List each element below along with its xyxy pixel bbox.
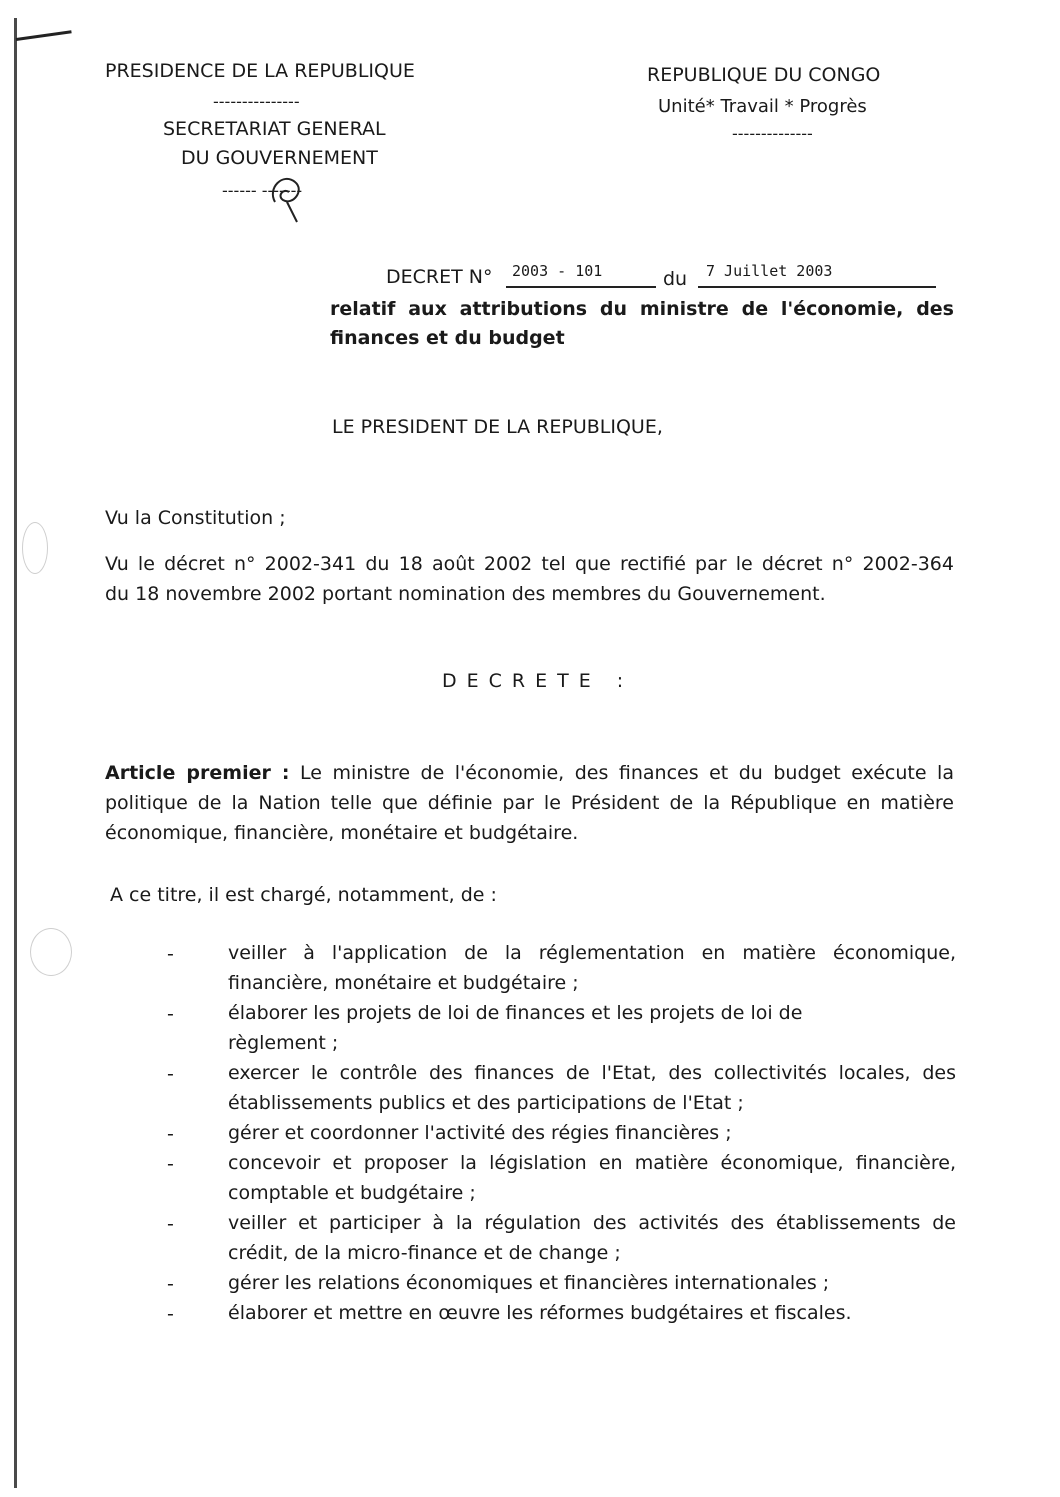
decree-date-underline [698, 286, 936, 288]
header-secretariat: SECRETARIAT GENERAL [163, 118, 386, 140]
article1-line2: politique de la Nation telle que définie par le Président de la République en matière [105, 792, 954, 814]
a-ce-titre: A ce titre, il est chargé, notamment, de : [110, 884, 497, 906]
list-item-continued: règlement ; [228, 1032, 339, 1054]
decree-number: 2003 - 101 [512, 262, 603, 280]
decree-subject-line1: relatif aux attributions du ministre de l'économie, des [330, 298, 954, 320]
list-item-continued: crédit, de la micro-finance et de change ; [228, 1242, 621, 1264]
vu-constitution: Vu la Constitution ; [105, 507, 286, 529]
list-item: gérer et coordonner l'activité des régies financières ; [228, 1122, 732, 1144]
list-item-dash: - [167, 1123, 174, 1145]
decree-number-underline [506, 286, 656, 288]
list-item-dash: - [167, 943, 174, 965]
corner-pen-mark [16, 30, 72, 41]
decree-subject-line2: finances et du budget [330, 327, 565, 349]
list-item-continued: comptable et budgétaire ; [228, 1182, 476, 1204]
decree-date: 7 Juillet 2003 [706, 262, 833, 280]
header-separator: ------ ------- [222, 181, 303, 200]
list-item-dash: - [167, 1273, 174, 1295]
article1-line3: économique, financière, monétaire et budgétaire. [105, 822, 579, 844]
list-item-dash: - [167, 1063, 174, 1085]
list-item: veiller à l'application de la réglementation en matière économique, [228, 942, 956, 964]
list-item: veiller et participer à la régulation des activités des établissements de [228, 1212, 956, 1234]
list-item: élaborer les projets de loi de finances et les projets de loi de [228, 1002, 803, 1024]
list-item: élaborer et mettre en œuvre les réformes budgétaires et fiscales. [228, 1302, 852, 1324]
list-item-continued: établissements publics et des participations de l'Etat ; [228, 1092, 744, 1114]
article1-line1-text: Le ministre de l'économie, des finances et du budget exécute la [289, 762, 954, 784]
handwritten-initial-mark [265, 168, 313, 226]
header-presidence: PRESIDENCE DE LA REPUBLIQUE [105, 60, 415, 82]
header-gouvernement: DU GOUVERNEMENT [181, 147, 378, 169]
header-republique: REPUBLIQUE DU CONGO [647, 64, 881, 86]
header-separator: --------------- [213, 92, 300, 111]
list-item: concevoir et proposer la législation en matière économique, financière, [228, 1152, 956, 1174]
header-motto: Unité* Travail * Progrès [658, 96, 867, 117]
list-item-dash: - [167, 1153, 174, 1175]
punch-hole-mark [22, 522, 48, 574]
article1-line1 [105, 758, 954, 788]
list-item: exercer le contrôle des finances de l'Etat, des collectivités locales, des [228, 1062, 956, 1084]
list-item-dash: - [167, 1303, 174, 1325]
list-item-dash: - [167, 1003, 174, 1025]
vu-decret-line2: du 18 novembre 2002 portant nomination des membres du Gouvernement. [105, 583, 826, 605]
decrete-heading: DECRETE : [442, 670, 634, 692]
list-item-dash: - [167, 1213, 174, 1235]
decree-prefix: DECRET N° [386, 266, 493, 288]
scan-margin-bar [14, 18, 17, 1488]
list-item: gérer les relations économiques et financières internationales ; [228, 1272, 830, 1294]
article1-label: Article premier : [105, 762, 290, 784]
list-item-continued: financière, monétaire et budgétaire ; [228, 972, 579, 994]
vu-decret-line1: Vu le décret n° 2002-341 du 18 août 2002 tel que rectifié par le décret n° 2002-364 [105, 553, 954, 575]
decree-du: du [663, 268, 688, 290]
header-separator: -------------- [732, 124, 813, 143]
president-heading: LE PRESIDENT DE LA REPUBLIQUE, [332, 416, 663, 438]
punch-hole-mark [30, 928, 72, 976]
